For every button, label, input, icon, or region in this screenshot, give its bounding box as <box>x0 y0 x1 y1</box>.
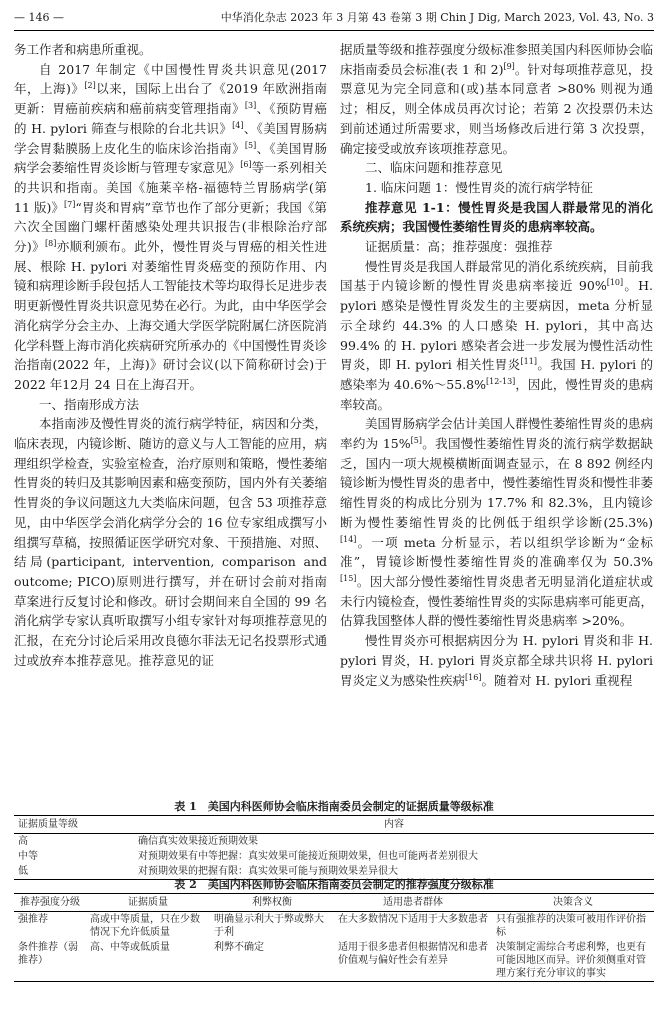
table-cell: 只有强推荐的决策可被用作评价指标 <box>496 914 646 938</box>
recommendation: 推荐意见 1-1：慢性胃炎是我国人群最常见的消化系统疾病；我国慢性萎缩性胃炎的患病率较高。 <box>340 199 653 235</box>
table2-title: 表 2 美国内科医师协会临床指南委员会制定的推荐强度分级标准 <box>174 878 494 891</box>
table-cell: 在大多数情况下适用于大多数患者 <box>338 914 488 925</box>
section-heading: 二、临床问题和推荐意见 <box>365 160 503 176</box>
table-cell: 高、中等或低质量 <box>86 940 210 982</box>
paragraph: 务工作者和病患所重视。 <box>14 42 152 57</box>
table-cell: 确信真实效果接近预期效果 <box>138 836 258 847</box>
left-column <box>14 40 327 671</box>
page-number: — 146 — <box>14 10 64 24</box>
table-cell: 决策制定需综合考虑利弊，也更有可能因地区而异。评价须侧重对管理方案行充分审议的事实 <box>492 940 654 982</box>
recommendation-strength-table <box>14 893 654 982</box>
table-cell: 条件推荐（弱推荐） <box>14 940 86 982</box>
section-heading: 一、指南形成方法 <box>39 396 140 412</box>
table-cell: 中等 <box>18 851 38 862</box>
table-cell: 明确显示利大于弊或弊大于利 <box>214 914 324 938</box>
header-rule <box>14 30 654 31</box>
table-cell: 适用于很多患者但根据情况和患者价值观与偏好性会有差异 <box>334 940 492 982</box>
table-header: 利弊权衡 <box>210 894 334 912</box>
evidence-grade: 证据质量：高；推荐强度：强推荐 <box>365 239 553 255</box>
paragraph: 慢性胃炎是我国人群最常见的消化系统疾病，目前我国基于内镜诊断的慢性胃炎患病率接近 90%[10]。H. pylori 感染是慢性胃炎发生的主要病因，meta 分析显示全球约 44.3% 的人口感染 H. pylori，其中高达 99.4% 的 H. pylori 感染者会进一步发展为慢性活动性胃炎，即 H. pylori 相关性胃炎[11]。我国 H. pylori 的感染率为 40.6%～55.8%[12-13]，因此，慢性胃炎的患病率较高。 <box>340 258 654 412</box>
table1-title: 表 1 美国内科医师协会临床指南委员会制定的证据质量等级标准 <box>174 800 494 813</box>
right-column <box>340 40 653 690</box>
subsection-heading: 1. 临床问题 1：慢性胃炎的流行病学特征 <box>365 179 593 195</box>
paragraph: 自 2017 年制定《中国慢性胃炎共识意见(2017 年，上海)》[2]以来，国际上出台了《2019 年欧洲指南更新：胃癌前疾病和癌前病变管理指南》[3]、《预防胃癌的 H. pylori 筛查与根除的台北共识》[4]、《美国胃肠病学会胃黏膜肠上皮化生的临床诊治指南》[5]、《美国胃肠病学会萎缩性胃炎诊断与管理专家意见》[6]等一系列相关的共识和指南。美国《施莱辛格-福德特兰胃肠病学(第 11 版)》[7]“胃炎和胃病”章节也作了部分更新；我国《第六次全国幽门螺杆菌感染处理共识报告(非根除治疗部分)》[8]亦顺利颁布。此外，慢性胃炎与胃癌的相关性进展、根除 H. pylori 对萎缩性胃炎癌变的预防作用、内镜和病理诊断手段包括人工智能技术等均取得长足进步表明更新慢性胃炎共识意见势在必行。为此，由中华医学会消化病学分会主办、上海交通大学医学院附属仁济医院消化学科暨上海市消化疾病研究所承办的《中国慢性胃炎诊治指南(2022 年，上海)》研讨会议(以下简称研讨会)于 2022 年12月 24 日在上海召开。 <box>14 61 327 392</box>
table-row <box>14 834 654 850</box>
table-header: 证据质量等级 <box>14 816 134 834</box>
table-header: 证据质量 <box>86 894 210 912</box>
table-header: 推荐强度分级 <box>14 894 86 912</box>
table-row <box>14 940 654 982</box>
table-header: 适用患者群体 <box>334 894 492 912</box>
table-cell: 对预期效果的把握有限：真实效果可能与预期效果差异很大 <box>134 864 654 880</box>
paragraph: 慢性胃炎亦可根据病因分为 H. pylori 胃炎和非 H. pylori 胃炎，H. pylori 胃炎京都全球共识将 H. pylori 胃炎定义为感染性疾病[16]。随着对 H. pylori 重视程 <box>340 633 653 688</box>
paragraph: 本指南涉及慢性胃炎的流行病学特征，病因和分类，临床表现，内镜诊断、随访的意义与人工智能的应用，病理组织学检查，实验室检查，治疗原则和策略，慢性萎缩性胃炎的转归及其影响因素和癌变预防，国内外有关萎缩性胃炎的争议问题这九大类临床问题，包含 53 项推荐意见，由中华医学会消化病学分会的 16 位专家组成撰写小组撰写草稿，按照循证医学研究对象、干预措施、对照、结局(participant, intervention, comparison and outcome; PICO)原则进行撰写，并在研讨会前对指南草案进行反复讨论和修改。研讨会期间来自全国的 99 名消化病学专家认真听取撰写小组专家针对每项推荐意见的汇报，在充分讨论后采用改良德尔菲法无记名投票形式通过或放弃本推荐意见。推荐意见的证 <box>14 416 327 668</box>
table-row <box>14 849 654 864</box>
table-cell: 对预期效果有中等把握：真实效果可能接近预期效果，但也可能两者差别很大 <box>138 851 478 862</box>
table-cell: 低 <box>14 864 134 880</box>
running-header <box>14 8 654 26</box>
paragraph: 据质量等级和推荐强度分级标准参照美国内科医师协会临床指南委员会标准(表 1 和 2)[9]。针对每项推荐意见，投票意见为完全同意和(或)基本同意者 >80% 则视为通过；相反，则全体成员再次讨论；若第 2 次投票仍未达到前述通过所需要求，则当场修改后进行第 3 次投票，确定接受或放弃该项推荐意见。 <box>340 42 653 156</box>
table-cell: 高或中等质量，只在少数情况下允许低质量 <box>90 914 200 938</box>
journal-citation: 中华消化杂志 2023 年 3 月第 43 卷第 3 期 Chin J Dig, March 2023, Vol. 43, No. 3 <box>220 11 654 24</box>
paragraph: 美国胃肠病学会估计美国人群慢性萎缩性胃炎的患病率约为 15%[5]。我国慢性萎缩性胃炎的流行病学数据缺乏，国内一项大规模横断面调查显示，在 8 892 例经内镜诊断为慢性胃炎的患者中，慢性萎缩性胃炎和慢性非萎缩性胃炎的构成比分别为 17.7% 和 82.3%，且内镜诊断为慢性萎缩性胃炎的比例低于组织学诊断(25.3%)[14]。一项 meta 分析显示，若以组织学诊断为“金标准”，胃镜诊断慢性萎缩性胃炎的准确率仅为 50.3%[15]。因大部分慢性萎缩性胃炎患者无明显消化道症状或未行内镜检查，慢性萎缩性胃炎的实际患病率可能更高，估算我国整体人群的慢性萎缩性胃炎患病率 >20%。 <box>340 416 653 629</box>
table-cell: 高 <box>18 836 28 847</box>
table-cell: 利弊不确定 <box>210 940 334 982</box>
table-header: 内容 <box>134 816 654 834</box>
table-row <box>14 912 654 941</box>
table-header: 决策含义 <box>492 894 654 912</box>
evidence-quality-table <box>14 815 654 880</box>
table-cell: 强推荐 <box>18 914 48 925</box>
